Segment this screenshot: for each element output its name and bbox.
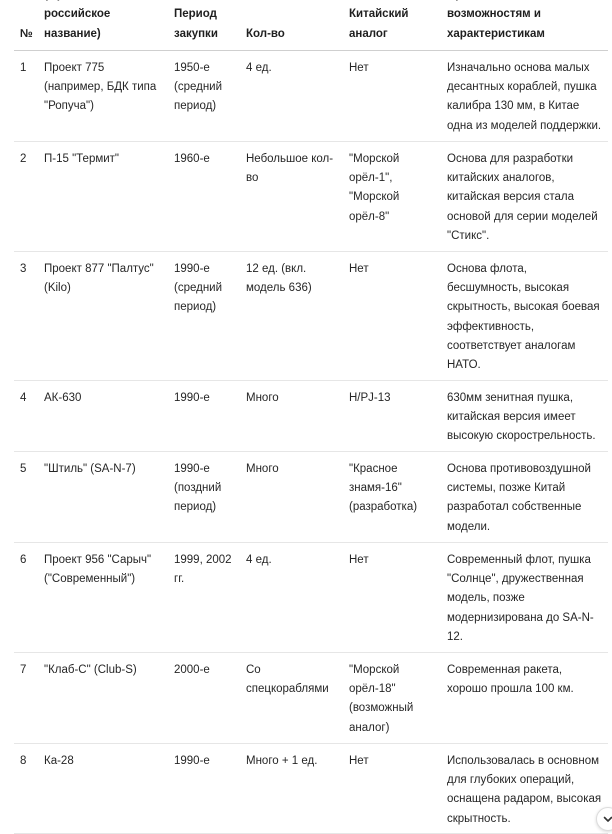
cell-chinese-analog: "Красное знамя-16" (разработка) [343,451,441,542]
table-header [14,0,608,50]
cell-number: 4 [14,380,38,451]
cell-notes: Основа противовоздушной системы, позже Китай разработал собственные модели. [441,451,608,542]
table-row [14,743,608,833]
header-quantity: Кол-во [240,0,343,50]
table-row [14,50,608,141]
comparison-table-container [14,0,612,834]
cell-notes: Современный флот, пушка "Солнце", дружественная модель, позже модернизирована до SA-N-12. [441,542,608,652]
cell-original-name: АК-630 [38,380,168,451]
cell-chinese-analog: Нет [343,542,441,652]
cell-original-name: Проект 877 "Палтус" (Kilo) [38,251,168,380]
cell-number: 8 [14,743,38,833]
table-row [14,380,608,451]
cell-number: 6 [14,542,38,652]
cell-chinese-analog: Нет [343,743,441,833]
cell-quantity: Много [240,380,343,451]
cell-chinese-analog: H/PJ-13 [343,380,441,451]
header-original-name: российское название) [38,0,168,50]
cell-chinese-analog: Нет [343,251,441,380]
cell-number: 2 [14,141,38,251]
comparison-table [14,0,608,834]
cell-quantity: 4 ед. [240,542,343,652]
cell-original-name: Проект 956 "Сарыч" ("Современный") [38,542,168,652]
cell-chinese-analog: "Морской орёл-1", "Морской орёл-8" [343,141,441,251]
table-row [14,251,608,380]
header-row [14,0,608,50]
cell-chinese-analog: Нет [343,50,441,141]
cell-original-name: Проект 775 (например, БДК типа "Ропуча") [38,50,168,141]
cell-purchase-period: 1990-е (средний период) [168,251,240,380]
cell-number: 1 [14,50,38,141]
cell-original-name: П-15 "Термит" [38,141,168,251]
cell-number: 5 [14,451,38,542]
cell-notes: Изначально основа малых десантных кораблей, пушка калибра 130 мм, в Китае одна из моделей поддержки. [441,50,608,141]
cell-chinese-analog: "Морской орёл-18" (возможный аналог) [343,652,441,743]
cell-purchase-period: 1990-е (поздний период) [168,451,240,542]
cell-purchase-period: 1999, 2002 гг. [168,542,240,652]
cell-original-name: "Штиль" (SA-N-7) [38,451,168,542]
cell-original-name: "Клаб-С" (Club-S) [38,652,168,743]
cell-purchase-period: 1990-е [168,743,240,833]
cell-purchase-period: 1960-е [168,141,240,251]
cell-notes: Основа флота, бесшумность, высокая скрытность, высокая боевая эффективность, соответствует аналогам НАТО. [441,251,608,380]
cell-purchase-period: 2000-е [168,652,240,743]
table-row [14,141,608,251]
cell-notes: Основа для разработки китайских аналогов, китайская версия стала основой для серии моделей "Стикс". [441,141,608,251]
cell-notes: Современная ракета, хорошо прошла 100 км. [441,652,608,743]
table-body [14,50,608,833]
header-notes: возможностям и характеристикам [441,0,608,50]
cell-quantity: Со спецкораблями [240,652,343,743]
cell-notes: 630мм зенитная пушка, китайская версия имеет высокую скорострельность. [441,380,608,451]
cell-purchase-period: 1990-е [168,380,240,451]
header-number: № [14,0,38,50]
cell-quantity: Много + 1 ед. [240,743,343,833]
cell-quantity: Много [240,451,343,542]
cell-number: 7 [14,652,38,743]
table-row [14,542,608,652]
cell-quantity: 12 ед. (вкл. модель 636) [240,251,343,380]
cell-quantity: 4 ед. [240,50,343,141]
cell-notes: Использовалась в основном для глубоких операций, оснащена радаром, высокая скрытность. [441,743,608,833]
table-row [14,451,608,542]
table-row [14,652,608,743]
chevron-down-icon [602,813,612,825]
header-chinese-analog: Китайский аналог [343,0,441,50]
cell-purchase-period: 1950-е (средний период) [168,50,240,141]
cell-number: 3 [14,251,38,380]
cell-original-name: Ка-28 [38,743,168,833]
header-purchase-period: Период закупки [168,0,240,50]
cell-quantity: Небольшое кол-во [240,141,343,251]
